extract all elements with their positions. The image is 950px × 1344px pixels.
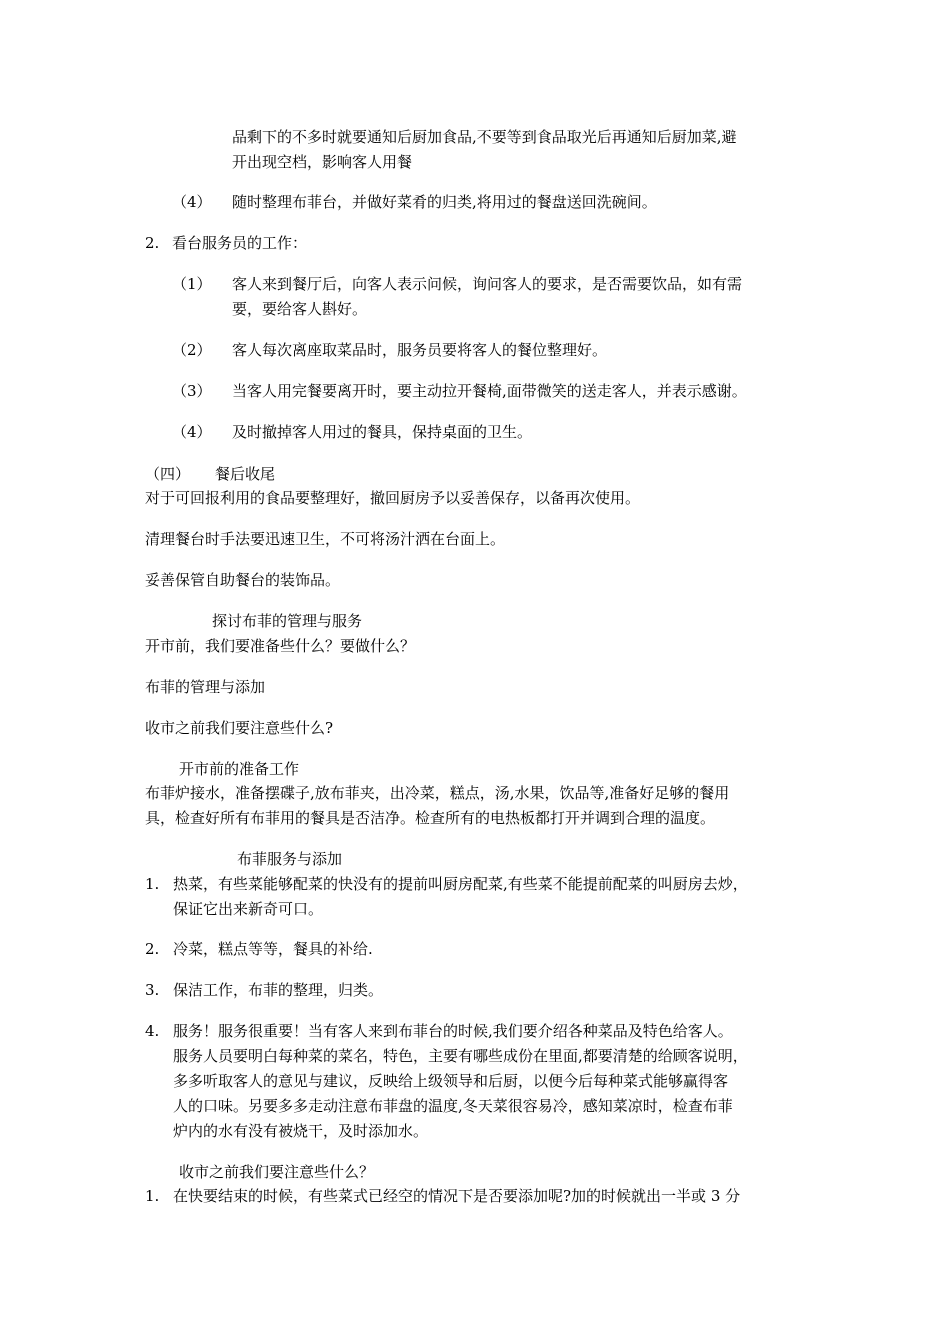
list-number: 1. (145, 875, 160, 893)
list-item-text: 多多听取客人的意见与建议，反映给上级领导和后厨，以便今后每种菜式能够赢得客 (173, 1072, 729, 1090)
list-item-text: 及时撤掉客人用过的餐具，保持桌面的卫生。 (232, 423, 533, 441)
list-item-text: 炉内的水有没有被烧干，及时添加水。 (173, 1122, 429, 1140)
list-item-text: 冷菜，糕点等等，餐具的补给. (173, 940, 373, 958)
list-item-text: 客人来到餐厅后，向客人表示问候，询问客人的要求，是否需要饮品，如有需 (232, 275, 743, 293)
list-item-text: 服务！服务很重要！当有客人来到布菲台的时候,我们要介绍各种菜品及特色给客人。 (173, 1022, 733, 1040)
section-number: （四） (145, 465, 191, 483)
list-number: （4） (172, 193, 212, 211)
section-number: 2. (145, 234, 160, 252)
list-number: （3） (172, 382, 212, 400)
list-item-text: 要，要给客人斟好。 (232, 300, 368, 318)
list-number: （2） (172, 341, 212, 359)
body-paragraph: 对于可回报利用的食品要整理好，撤回厨房予以妥善保存，以备再次使用。 (145, 489, 641, 507)
list-item-text: 热菜，有些菜能够配菜的快没有的提前叫厨房配菜,有些菜不能提前配菜的叫厨房去炒， (173, 875, 748, 893)
body-paragraph: 布菲炉接水，准备摆碟子,放布菲夹，出冷菜，糕点，汤,水果，饮品等,准备好足够的餐用 (145, 784, 730, 802)
list-number: 1. (145, 1187, 160, 1205)
list-item-text: 保证它出来新奇可口。 (173, 900, 324, 918)
service-title: 布菲服务与添加 (237, 850, 343, 868)
section-heading: 看台服务员的工作： (172, 234, 308, 252)
question: 开市前，我们要准备些什么？要做什么？ (145, 637, 416, 655)
list-item-text: 服务人员要明白每种菜的菜名，特色，主要有哪些成份在里面,都要清楚的给顾客说明， (173, 1047, 748, 1065)
section-heading: 餐后收尾 (215, 465, 276, 483)
prep-title: 开市前的准备工作 (179, 760, 300, 778)
list-item-text: 人的口味。另要多多走动注意布菲盘的温度,冬天菜很容易冷，感知菜凉时，检查布菲 (173, 1097, 733, 1115)
list-item-text: 随时整理布菲台，并做好菜肴的归类,将用过的餐盘送回洗碗间。 (232, 193, 657, 211)
question: 收市之前我们要注意些什么? (145, 719, 334, 737)
closing-title: 收市之前我们要注意些什么？ (179, 1163, 375, 1181)
body-paragraph: 具，检查好所有布菲用的餐具是否洁净。检查所有的电热板都打开并调到合理的温度。 (145, 809, 716, 827)
body-paragraph: 妥善保管自助餐台的装饰品。 (145, 571, 341, 589)
question: 布菲的管理与添加 (145, 678, 266, 696)
list-item-text: 客人每次离座取菜品时，服务员要将客人的餐位整理好。 (232, 341, 608, 359)
list-number: 4. (145, 1022, 160, 1040)
list-number: （1） (172, 275, 212, 293)
body-paragraph: 清理餐台时手法要迅速卫生，不可将汤汁洒在台面上。 (145, 530, 506, 548)
list-item-text: 保洁工作，布菲的整理，归类。 (173, 981, 384, 999)
discussion-title: 探讨布菲的管理与服务 (212, 612, 363, 630)
list-item-text: 在快要结束的时候，有些菜式已经空的情况下是否要添加呢?加的时候就出一半或 3 分 (173, 1187, 741, 1205)
list-number: 2. (145, 940, 160, 958)
continuation-line-2: 开出现空档，影响客人用餐 (232, 153, 413, 171)
list-number: 3. (145, 981, 160, 999)
list-item-text: 当客人用完餐要离开时，要主动拉开餐椅,面带微笑的送走客人，并表示感谢。 (232, 382, 747, 400)
list-number: （4） (172, 423, 212, 441)
continuation-line-1: 品剩下的不多时就要通知后厨加食品,不要等到食品取光后再通知后厨加菜,避 (232, 128, 737, 146)
